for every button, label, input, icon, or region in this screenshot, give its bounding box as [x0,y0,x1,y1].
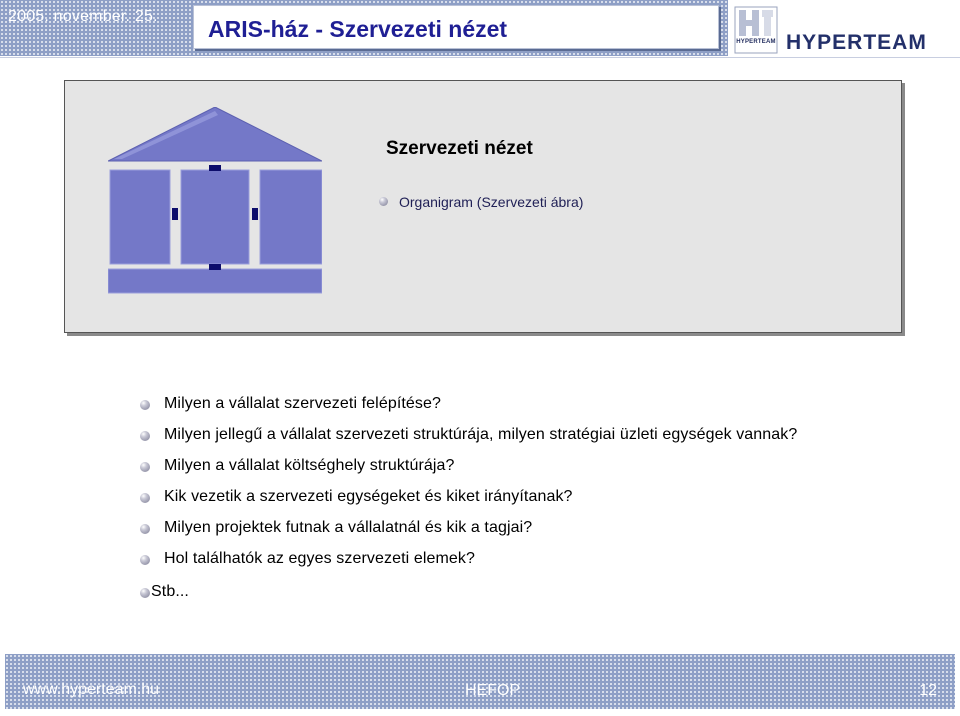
bullet-icon [140,588,150,598]
house-base [108,269,322,293]
list-item-text: Stb... [151,583,189,600]
list-item-text: Milyen a vállalat szervezeti felépítése? [164,395,442,412]
page-title: ARIS-ház - Szervezeti nézet [208,16,508,42]
footer-url-link[interactable]: www.hyperteam.hu [23,681,160,698]
connector-top [209,165,221,171]
header-divider [0,57,960,58]
list-item-text: Hol találhatók az egyes szervezeti elemek? [164,550,476,567]
bullet-icon [140,493,150,503]
footer-program: HEFOP [465,682,521,699]
list-item-text: Milyen projektek futnak a vállalatnál és kik a tagjai? [164,519,533,536]
aris-house-diagram [108,107,322,297]
header-band [0,0,728,56]
bullet-icon [379,197,388,206]
logo-wordmark: HYPERTEAM [786,31,927,54]
panel-title: Szervezeti nézet [386,138,533,159]
connector-right [252,208,258,220]
panel-bullet-text: Organigram (Szervezeti ábra) [399,194,584,210]
view-panel [64,80,902,333]
title-box [193,5,719,49]
connector-bottom [209,264,221,270]
page-number: 12 [919,682,937,699]
list-item-text: Kik vezetik a szervezeti egységeket és kiket irányítanak? [164,488,573,505]
connector-left [172,208,178,220]
list-item-text: Milyen jellegű a vállalat szervezeti struktúrája, milyen stratégiai üzleti egységek vannak? [164,426,798,443]
bullet-icon [140,524,150,534]
header-date: 2005. november. 25. [8,8,158,25]
bullet-icon [140,431,150,441]
house-column-right [260,170,322,264]
house-column-left [110,170,170,264]
list-item-text: Milyen a vállalat költséghely struktúrája? [164,457,455,474]
hyperteam-logo [734,6,956,56]
logo-mark-text: HYPERTEAM [736,39,776,45]
bullet-icon [140,555,150,565]
bullet-icon [140,400,150,410]
hyperteam-logo-icon [734,6,778,54]
house-column-middle [181,170,249,264]
bullet-icon [140,462,150,472]
footer-band [5,654,955,709]
